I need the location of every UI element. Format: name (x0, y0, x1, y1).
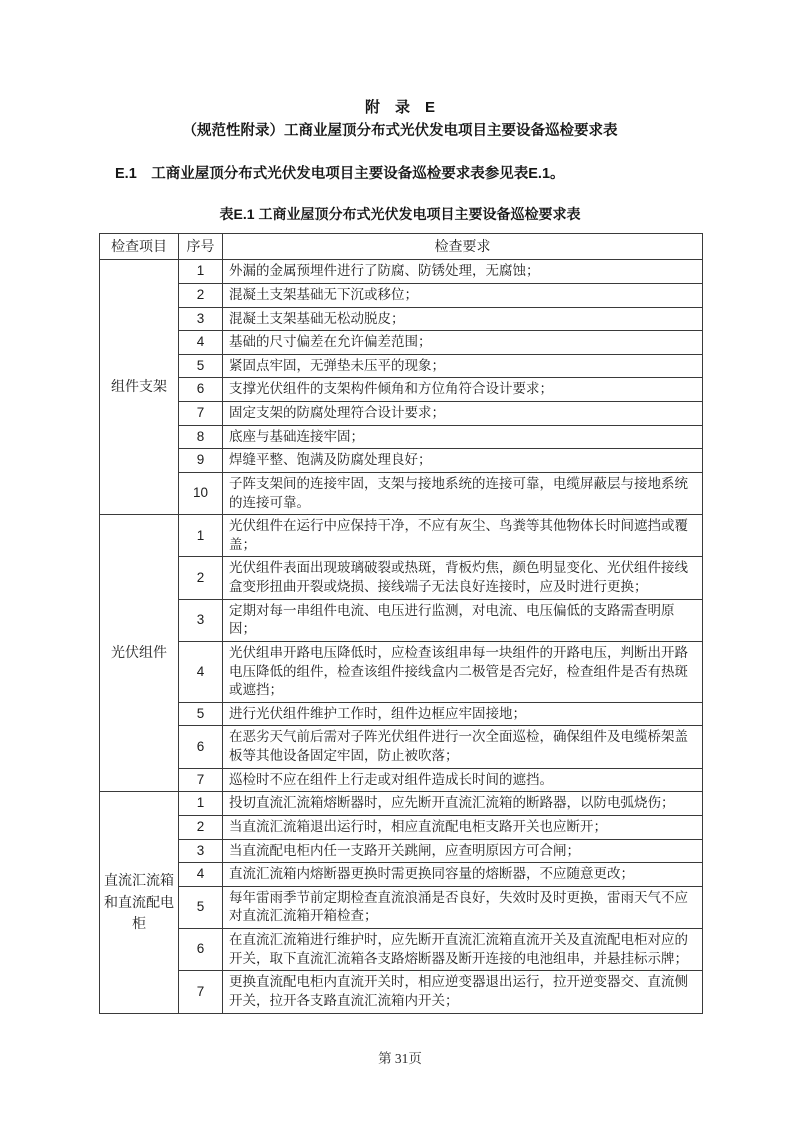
serial-number-cell: 1 (179, 792, 223, 816)
requirement-cell: 紧固点牢固，无弹垫未压平的现象； (223, 354, 703, 378)
serial-number-cell: 3 (179, 599, 223, 641)
table-row (100, 792, 703, 816)
serial-number-cell: 6 (179, 378, 223, 402)
requirement-cell: 定期对每一串组件电流、电压进行监测，对电流、电压偏低的支路需查明原因； (223, 599, 703, 641)
requirement-cell: 巡检时不应在组件上行走或对组件造成长时间的遮挡。 (223, 768, 703, 792)
table-row (100, 283, 703, 307)
serial-number-cell: 10 (179, 472, 223, 514)
check-item-group-cell: 组件支架 (100, 260, 179, 515)
table-caption: 表E.1 工商业屋顶分布式光伏发电项目主要设备巡检要求表 (219, 206, 581, 222)
page-number: 第 31页 (378, 1051, 422, 1066)
requirement-cell: 投切直流汇流箱熔断器时，应先断开直流汇流箱的断路器，以防电弧烧伤； (223, 792, 703, 816)
serial-number-cell: 4 (179, 863, 223, 887)
header-check-item: 检查项目 (100, 234, 179, 260)
requirement-cell: 直流汇流箱内熔断器更换时需更换同容量的熔断器，不应随意更改； (223, 863, 703, 887)
clause-e1-paragraph: E.1 工商业屋顶分布式光伏发电项目主要设备巡检要求表参见表E.1。 (115, 166, 565, 182)
serial-number-cell: 5 (179, 886, 223, 928)
table-row (100, 557, 703, 599)
serial-number-cell: 2 (179, 557, 223, 599)
requirement-cell: 在恶劣天气前后需对子阵光伏组件进行一次全面巡检，确保组件及电缆桥架盖板等其他设备固定牢固，防止被吹落； (223, 726, 703, 768)
requirement-cell: 混凝土支架基础无下沉或移位； (223, 283, 703, 307)
requirement-cell: 当直流配电柜内任一支路开关跳闸，应查明原因方可合闸； (223, 839, 703, 863)
inspection-table (99, 233, 703, 1014)
table-header-row (100, 234, 703, 260)
requirement-cell: 光伏组串开路电压降低时，应检查该组串每一块组件的开路电压，判断出开路电压降低的组件，检查该组件接线盒内二极管是否完好，检查组件是否有热斑或遮挡； (223, 641, 703, 702)
table-row (100, 425, 703, 449)
requirement-cell: 子阵支架间的连接牢固，支架与接地系统的连接可靠，电缆屏蔽层与接地系统的连接可靠。 (223, 472, 703, 514)
table-row (100, 354, 703, 378)
table-row (100, 929, 703, 971)
requirement-cell: 更换直流配电柜内直流开关时，相应逆变器退出运行，拉开逆变器交、直流侧开关，拉开各支路直流汇流箱内开关； (223, 971, 703, 1013)
serial-number-cell: 2 (179, 283, 223, 307)
table-row (100, 449, 703, 473)
requirement-cell: 进行光伏组件维护工作时，组件边框应牢固接地； (223, 702, 703, 726)
requirement-cell: 基础的尺寸偏差在允许偏差范围； (223, 331, 703, 355)
requirement-cell: 光伏组件表面出现玻璃破裂或热斑，背板灼焦，颜色明显变化、光伏组件接线盒变形扭曲开裂或烧损、接线端子无法良好连接时，应及时进行更换； (223, 557, 703, 599)
appendix-title: 附 录 E (364, 99, 435, 116)
table-row (100, 260, 703, 284)
inspection-table-body (100, 260, 703, 1013)
header-serial-number: 序号 (179, 234, 223, 260)
requirement-cell: 当直流汇流箱退出运行时，相应直流配电柜支路开关也应断开； (223, 815, 703, 839)
table-row (100, 378, 703, 402)
check-item-group-cell: 光伏组件 (100, 515, 179, 792)
requirement-cell: 光伏组件在运行中应保持干净，不应有灰尘、鸟粪等其他物体长时间遮挡或覆盖； (223, 515, 703, 557)
table-row (100, 331, 703, 355)
table-row (100, 402, 703, 426)
serial-number-cell: 7 (179, 402, 223, 426)
requirement-cell: 支撑光伏组件的支架构件倾角和方位角符合设计要求； (223, 378, 703, 402)
serial-number-cell: 4 (179, 331, 223, 355)
requirement-cell: 每年雷雨季节前定期检查直流浪涌是否良好，失效时及时更换，雷雨天气不应对直流汇流箱开箱检查； (223, 886, 703, 928)
serial-number-cell: 5 (179, 354, 223, 378)
table-row (100, 971, 703, 1013)
serial-number-cell: 1 (179, 260, 223, 284)
requirement-cell: 外漏的金属预埋件进行了防腐、防锈处理，无腐蚀； (223, 260, 703, 284)
table-row (100, 886, 703, 928)
serial-number-cell: 6 (179, 726, 223, 768)
header-check-requirement: 检查要求 (223, 234, 703, 260)
inspection-table-container (99, 233, 703, 1014)
serial-number-cell: 8 (179, 425, 223, 449)
serial-number-cell: 3 (179, 839, 223, 863)
check-item-group-cell: 直流汇流箱和直流配电柜 (100, 792, 179, 1013)
table-row (100, 815, 703, 839)
serial-number-cell: 6 (179, 929, 223, 971)
table-row (100, 768, 703, 792)
table-row (100, 307, 703, 331)
table-row (100, 863, 703, 887)
serial-number-cell: 7 (179, 768, 223, 792)
table-row (100, 839, 703, 863)
serial-number-cell: 3 (179, 307, 223, 331)
table-row (100, 472, 703, 514)
serial-number-cell: 7 (179, 971, 223, 1013)
appendix-subtitle: （规范性附录）工商业屋顶分布式光伏发电项目主要设备巡检要求表 (182, 123, 618, 139)
serial-number-cell: 1 (179, 515, 223, 557)
serial-number-cell: 9 (179, 449, 223, 473)
requirement-cell: 焊缝平整、饱满及防腐处理良好； (223, 449, 703, 473)
table-row (100, 726, 703, 768)
serial-number-cell: 4 (179, 641, 223, 702)
table-row (100, 515, 703, 557)
requirement-cell: 混凝土支架基础无松动脱皮； (223, 307, 703, 331)
requirement-cell: 固定支架的防腐处理符合设计要求； (223, 402, 703, 426)
requirement-cell: 底座与基础连接牢固； (223, 425, 703, 449)
table-row (100, 702, 703, 726)
requirement-cell: 在直流汇流箱进行维护时，应先断开直流汇流箱直流开关及直流配电柜对应的开关，取下直流汇流箱各支路熔断器及断开连接的电池组串，并悬挂标示牌； (223, 929, 703, 971)
table-row (100, 641, 703, 702)
serial-number-cell: 5 (179, 702, 223, 726)
table-row (100, 599, 703, 641)
serial-number-cell: 2 (179, 815, 223, 839)
